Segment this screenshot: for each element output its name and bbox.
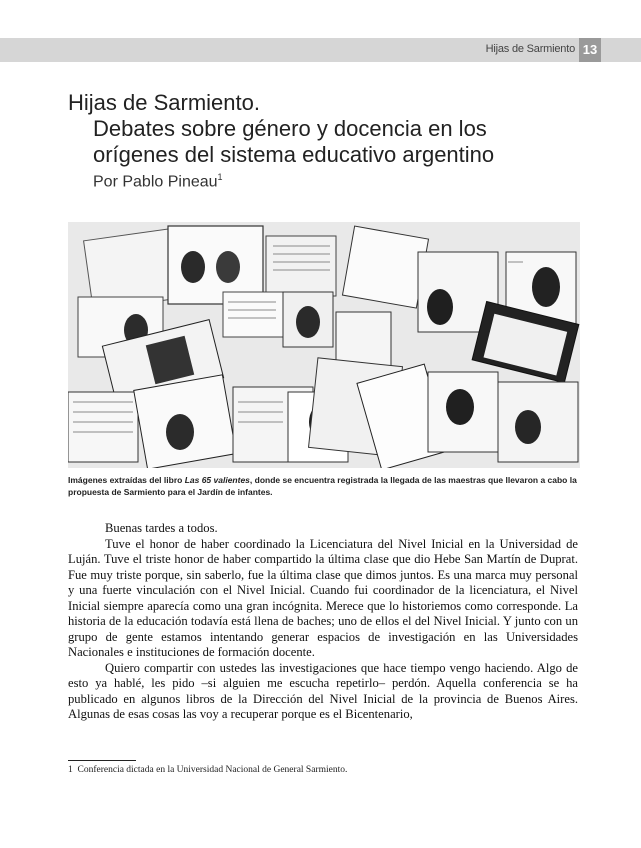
footnote-number: 1 [68, 765, 73, 775]
caption-post: , donde se encuentra registrada la llegada de las maestras que llevaron a cabo la propuesta de Sarmiento para el Jardín de infantes. [68, 475, 577, 497]
author-byline [93, 172, 223, 191]
caption-pre: Imágenes extraídas del libro [68, 475, 185, 485]
paragraph: Tuve el honor de haber coordinado la Licenciatura del Nivel Inicial en la Universidad de Luján. Tuve el triste honor de haber compartido la última clase que dio Hebe San Martín de Duprat. Fue muy triste porque, sin saberlo, fue la última clase que dimos juntos. Es una marca muy personal y una fuerte vinculación con el Nivel Inicial. Cuando fui coordinador de la licenciatura, el Nivel Inicial siempre aparecía como una gran incógnita. Merece que lo historiemos como corresponde. La historia de la educación todavía está llena de baches; uno de ellos el del Nivel Inicial. Y junto con un grupo de gente estamos intentando generar espacios de investigación en las Universidades Nacionales e instituciones de formación docente. [68, 536, 578, 659]
title-line-3: orígenes del sistema educativo argentino [93, 142, 495, 167]
title-line-2: Debates sobre género y docencia en los [93, 116, 487, 141]
footnote-marker: 1 [217, 172, 223, 182]
caption-book-title: Las 65 valientes [184, 475, 250, 485]
paragraph: Quiero compartir con ustedes las investigaciones que hace tiempo vengo haciendo. Algo de esto ya hablé, les pido –si alguien me escucha repetirlo– perdón. Aquella conferencia se ha publicado en algunos libros de la Dirección del Nivel Inicial de la provincia de Buenos Aires. Algunas de esas cosas las voy a recuperar porque es el Bicentenario, [68, 660, 578, 721]
page-number: 13 [579, 38, 601, 62]
footnote-divider [68, 760, 136, 761]
article-title [68, 90, 588, 168]
paragraph: Buenas tardes a todos. [105, 521, 218, 535]
footnote-text: Conferencia dictada en la Universidad Nacional de General Sarmiento. [77, 765, 348, 775]
figure-caption [68, 474, 578, 498]
running-header-title: Hijas de Sarmiento [485, 43, 575, 55]
collage-image [68, 222, 580, 468]
book-collage-photo [68, 222, 580, 468]
article-body [68, 521, 578, 723]
author-name: Por Pablo Pineau [93, 173, 218, 191]
footnote [68, 765, 578, 775]
title-line-1: Hijas de Sarmiento. [68, 90, 260, 115]
